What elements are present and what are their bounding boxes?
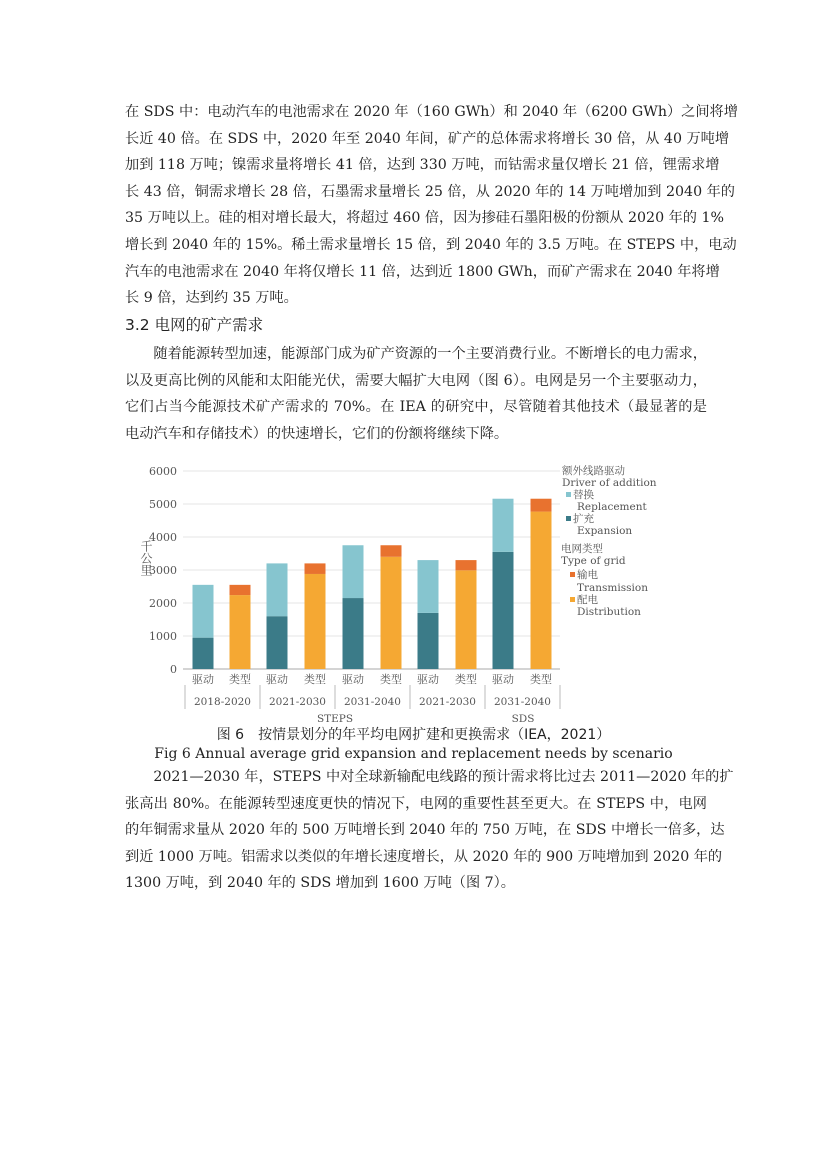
bar-segment — [305, 563, 326, 574]
period-label: 2021-2030 — [419, 696, 476, 708]
bar-segment — [230, 585, 251, 595]
y-tick-label: 6000 — [149, 465, 177, 478]
legend-text: Driver of addition — [562, 477, 657, 489]
legend-text: 配电 — [577, 594, 598, 606]
y-tick-label: 4000 — [149, 531, 177, 544]
bar-segment — [381, 557, 402, 669]
period-label: 2018-2020 — [194, 696, 251, 708]
x-category-label: 驱动 — [192, 673, 214, 686]
y-tick-label: 2000 — [149, 597, 177, 610]
figure-caption-cn: 图 6 按情景划分的年平均电网扩建和更换需求（IEA，2021） — [216, 727, 611, 743]
y-tick-label: 5000 — [149, 498, 177, 511]
text-line: 2021—2030 年，STEPS 中对全球新输配电线路的预计需求将比过去 2011—2020 年的扩 — [125, 769, 734, 785]
x-category-label: 类型 — [229, 673, 251, 686]
legend-text: Replacement — [577, 501, 647, 513]
bar-segment — [381, 545, 402, 557]
scenario-label: STEPS — [316, 713, 354, 725]
x-category-label: 类型 — [304, 673, 326, 686]
bar-segment — [456, 560, 477, 570]
text-line: 长 9 倍，达到约 35 万吨。 — [125, 290, 298, 307]
legend-swatch — [566, 516, 571, 521]
bar-segment — [305, 574, 326, 669]
text-line: 张高出 80%。在能源转型速度更快的情况下，电网的重要性甚至更大。在 STEPS 中，电网 — [125, 795, 707, 812]
x-category-label: 驱动 — [342, 673, 364, 686]
bar-segment — [531, 512, 552, 669]
text-line: 加到 118 万吨；镍需求量将增长 41 倍，达到 330 万吨，而钴需求量仅增长 21 倍，锂需求增 — [125, 157, 720, 174]
x-category-label: 驱动 — [417, 673, 439, 686]
legend-text: 替换 — [573, 489, 594, 501]
section-heading: 3.2 电网的矿产需求 — [125, 316, 264, 334]
bar-segment — [418, 613, 439, 669]
y-axis-label: 千公里 — [139, 540, 153, 576]
text-line: 以及更高比例的风能和太阳能光伏，需要大幅扩大电网（图 6）。电网是另一个主要驱动力， — [125, 372, 707, 389]
grid-expansion-chart — [130, 460, 710, 730]
x-category-label: 类型 — [380, 673, 402, 686]
x-category-label: 驱动 — [266, 673, 288, 686]
legend-swatch — [570, 597, 575, 602]
legend-text: Type of grid — [561, 555, 626, 567]
bar-segment — [267, 616, 288, 669]
text-line: 电动汽车和存储技术）的快速增长，它们的份额将继续下降。 — [125, 425, 509, 442]
bar-segment — [493, 552, 514, 669]
legend-text: 输电 — [577, 569, 598, 581]
text-line: 的年铜需求量从 2020 年的 500 万吨增长到 2040 年的 750 万吨，在 SDS 中增长一倍多，达 — [125, 822, 725, 839]
bar-segment — [193, 638, 214, 669]
bar-segment — [456, 570, 477, 669]
legend-swatch — [566, 492, 571, 497]
y-tick-label: 0 — [170, 663, 177, 676]
legend-text: Distribution — [577, 606, 641, 618]
bar-segment — [418, 560, 439, 613]
text-line: 长 43 倍，铜需求增长 28 倍，石墨需求量增长 25 倍，从 2020 年的 14 万吨增加到 2040 年的 — [125, 183, 735, 200]
bar-segment — [267, 563, 288, 616]
text-line: 汽车的电池需求在 2040 年将仅增长 11 倍，达到近 1800 GWh，而矿产需求在 2040 年将增 — [125, 263, 720, 280]
y-tick-label: 3000 — [149, 564, 177, 577]
text-line: 长近 40 倍。在 SDS 中，2020 年至 2040 年间，矿产的总体需求将增长 30 倍，从 40 万吨增 — [125, 130, 730, 147]
bar-segment — [531, 499, 552, 512]
legend-text: 电网类型 — [561, 543, 603, 555]
scenario-label: SDS — [511, 713, 535, 725]
bar-segment — [193, 585, 214, 638]
figure-caption-en: Fig 6 Annual average grid expansion and replacement needs by scenario — [154, 746, 673, 762]
legend-text: Expansion — [577, 525, 633, 537]
text-line: 增长到 2040 年的 15%。稀土需求量增长 15 倍，到 2040 年的 3.5 万吨。在 STEPS 中，电动 — [125, 237, 737, 253]
text-line: 在 SDS 中：电动汽车的电池需求在 2020 年（160 GWh）和 2040 年（6200 GWh）之间将增 — [125, 104, 738, 120]
legend-text: 扩充 — [573, 513, 594, 525]
text-line: 随着能源转型加速，能源部门成为矿产资源的一个主要消费行业。不断增长的电力需求， — [125, 346, 707, 362]
y-tick-label: 1000 — [149, 630, 177, 643]
period-label: 2031-2040 — [494, 696, 551, 708]
x-category-label: 驱动 — [492, 673, 514, 686]
text-line: 它们占当今能源技术矿产需求的 70%。在 IEA 的研究中，尽管随着其他技术（最显著的是 — [125, 399, 707, 416]
text-line: 35 万吨以上。硅的相对增长最大，将超过 460 倍，因为掺硅石墨阳极的份额从 2020 年的 1% — [125, 210, 724, 227]
text-line: 1300 万吨，到 2040 年的 SDS 增加到 1600 万吨（图 7）。 — [125, 875, 515, 892]
legend-swatch — [570, 572, 575, 577]
bar-segment — [343, 598, 364, 669]
x-category-label: 类型 — [455, 673, 477, 686]
period-label: 2031-2040 — [344, 696, 401, 708]
text-line: 到近 1000 万吨。铝需求以类似的年增长速度增长，从 2020 年的 900 万吨增加到 2020 年的 — [125, 848, 723, 865]
bar-segment — [493, 499, 514, 552]
legend-text: Transmission — [577, 582, 648, 594]
bar-segment — [230, 595, 251, 669]
legend-text: 额外线路驱动 — [562, 465, 625, 477]
bar-segment — [343, 545, 364, 598]
x-category-label: 类型 — [530, 673, 552, 686]
period-label: 2021-2030 — [269, 696, 326, 708]
